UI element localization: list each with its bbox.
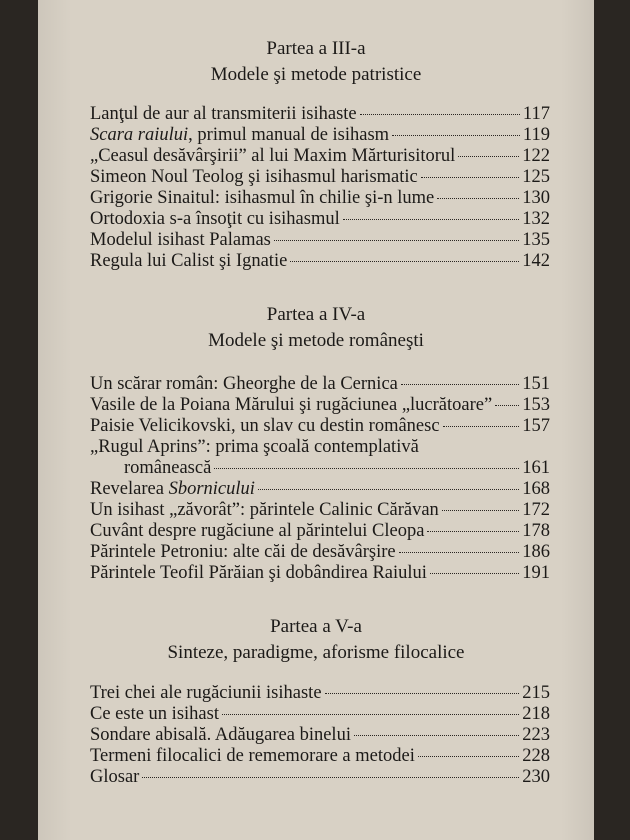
- entry-title: Părintele Teofil Părăian şi dobândirea Raiului: [90, 563, 427, 583]
- dot-leader: [418, 756, 519, 757]
- toc-list: [90, 683, 550, 788]
- dot-leader: [142, 777, 519, 778]
- dot-leader: [399, 552, 520, 553]
- part-subtitle: Modele şi metode patristice: [210, 64, 422, 85]
- entry-page: 157: [522, 416, 550, 436]
- entry-title: Cuvânt despre rugăciune al părintelui Cleopa: [90, 521, 425, 541]
- entry-page: 178: [522, 521, 550, 541]
- entry-title: Ortodoxia s-a însoţit cu isihasmul: [90, 209, 340, 229]
- dot-leader: [343, 219, 520, 220]
- entry-page: 191: [522, 563, 550, 583]
- toc-entry: [90, 563, 550, 584]
- dot-leader: [258, 489, 519, 490]
- entry-title: Glosar: [90, 767, 140, 787]
- entry-page: 168: [522, 479, 550, 499]
- toc-entry-first-line: [90, 437, 550, 458]
- entry-title-line1: „Rugul Aprins”: prima şcoală contemplativă: [90, 437, 419, 457]
- toc-entry: [90, 416, 550, 437]
- dot-leader: [354, 735, 519, 736]
- dot-leader: [401, 384, 519, 385]
- entry-title: Sondare abisală. Adăugarea binelui: [90, 725, 351, 745]
- entry-page: 215: [522, 683, 550, 703]
- toc-entry: [90, 374, 550, 395]
- entry-title: Termeni filocalici de rememorare a metodei: [90, 746, 415, 766]
- entry-page: 218: [522, 704, 550, 724]
- entry-page: 135: [522, 230, 550, 250]
- entry-page: 122: [522, 146, 550, 166]
- entry-page: 125: [522, 167, 550, 187]
- entry-page: 151: [522, 374, 550, 394]
- toc-entry: [90, 725, 550, 746]
- toc-entry: [90, 251, 550, 272]
- dot-leader: [274, 240, 519, 241]
- entry-title: Părintele Petroniu: alte căi de desăvârşire: [90, 542, 396, 562]
- part-subtitle: Modele şi metode româneşti: [208, 330, 424, 351]
- entry-title: Paisie Velicikovski, un slav cu destin românesc: [90, 416, 440, 436]
- dot-leader: [437, 198, 519, 199]
- entry-title: românească: [124, 458, 212, 478]
- toc-entry: [90, 767, 550, 788]
- toc-entry: [90, 521, 550, 542]
- toc-entry: [90, 209, 550, 230]
- toc-entry: [90, 146, 550, 167]
- toc-entry: [90, 458, 550, 479]
- entry-title: Lanţul de aur al transmiterii isihaste: [90, 104, 357, 124]
- dot-leader: [392, 135, 520, 136]
- part-title: Partea a V-a: [270, 616, 362, 637]
- entry-title: „Ceasul desăvârşirii” al lui Maxim Mărturisitorul: [90, 146, 456, 166]
- entry-page: 119: [522, 125, 550, 145]
- entry-page: 223: [522, 725, 550, 745]
- entry-title: Regula lui Calist şi Ignatie: [90, 251, 288, 271]
- entry-page: 132: [522, 209, 550, 229]
- toc-entry: [90, 704, 550, 725]
- toc-list: [90, 104, 550, 272]
- toc-list: [90, 374, 550, 584]
- part-title: Partea a IV-a: [266, 304, 366, 325]
- toc-entry: [90, 500, 550, 521]
- entry-title-italic: Scara raiului: [90, 125, 189, 145]
- toc-entry: [90, 104, 550, 125]
- entry-page: 186: [522, 542, 550, 562]
- dot-leader: [430, 573, 519, 574]
- entry-page: 142: [522, 251, 550, 271]
- entry-title: Ce este un isihast: [90, 704, 219, 724]
- entry-title-plain: Revelarea: [90, 479, 169, 499]
- toc-entry: [90, 230, 550, 251]
- dot-leader: [290, 261, 519, 262]
- toc-entry: [90, 188, 550, 209]
- entry-page: 117: [522, 104, 550, 124]
- toc-entry: [90, 683, 550, 704]
- toc-entry: [90, 395, 550, 416]
- entry-page: 161: [522, 458, 550, 478]
- entry-title: Modelul isihast Palamas: [90, 230, 271, 250]
- dot-leader: [222, 714, 519, 715]
- part-heading: [38, 302, 594, 354]
- dot-leader: [495, 405, 519, 406]
- entry-title: Trei chei ale rugăciunii isihaste: [90, 683, 322, 703]
- entry-page: 228: [522, 746, 550, 766]
- dot-leader: [421, 177, 520, 178]
- dot-leader: [443, 426, 520, 427]
- part-heading: [38, 36, 594, 88]
- dot-leader: [360, 114, 520, 115]
- dot-leader: [325, 693, 520, 694]
- toc-entry: [90, 125, 550, 146]
- entry-title-italic: Sbornicului: [168, 479, 255, 499]
- part-title: Partea a III-a: [266, 38, 366, 59]
- part-heading: [38, 614, 594, 666]
- entry-title: Grigorie Sinaitul: isihasmul în chilie şi-n lume: [90, 188, 435, 208]
- toc-entry: [90, 167, 550, 188]
- part-subtitle: Sinteze, paradigme, aforisme filocalice: [167, 642, 465, 663]
- entry-page: 230: [522, 767, 550, 787]
- entry-title: Un isihast „zăvorât”: părintele Calinic Cărăvan: [90, 500, 439, 520]
- entry-title: Un scărar român: Gheorghe de la Cernica: [90, 374, 398, 394]
- toc-entry: [90, 479, 550, 500]
- entry-title: [90, 125, 389, 146]
- book-page: [38, 0, 594, 840]
- toc-entry: [90, 542, 550, 563]
- dot-leader: [442, 510, 519, 511]
- entry-title-rest: , primul manual de isihasm: [188, 125, 390, 145]
- dot-leader: [427, 531, 519, 532]
- dot-leader: [458, 156, 519, 157]
- entry-page: 172: [522, 500, 550, 520]
- entry-page: 130: [522, 188, 550, 208]
- toc-entry: [90, 746, 550, 767]
- entry-title: [90, 479, 255, 500]
- entry-title: Simeon Noul Teolog şi isihasmul harismatic: [90, 167, 418, 187]
- dot-leader: [214, 468, 519, 469]
- entry-title: Vasile de la Poiana Mărului şi rugăciunea „lucrătoare”: [90, 395, 493, 415]
- entry-page: 153: [522, 395, 550, 415]
